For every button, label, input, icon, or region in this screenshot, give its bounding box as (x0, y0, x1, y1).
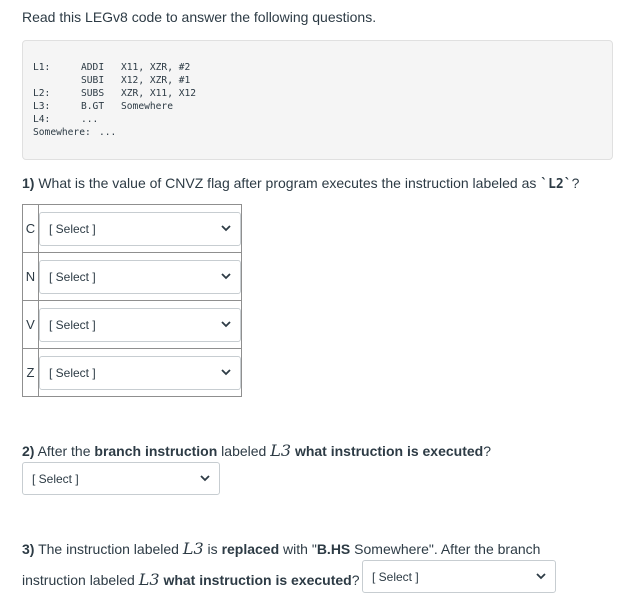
question-text: labeled (217, 443, 271, 459)
flag-select-cell (39, 253, 242, 301)
code-line (33, 126, 196, 139)
code-args: X11, XZR, #2 (121, 62, 191, 73)
code-label (33, 74, 81, 87)
code-op: ADDI (81, 62, 105, 73)
flag-select-cell (39, 301, 242, 349)
code-label: L4: (33, 114, 51, 125)
code-label: L3: (33, 101, 51, 112)
question-1 (22, 175, 579, 192)
code-reference: `L2` (540, 177, 572, 192)
flag-z-select[interactable] (39, 356, 241, 390)
chevron-down-icon (216, 269, 236, 285)
chevron-down-icon (216, 365, 236, 381)
select-value: [ Select ] (49, 317, 96, 332)
flag-n-select[interactable] (39, 260, 241, 294)
flag-c-select[interactable] (39, 212, 241, 246)
question-3 (22, 539, 540, 558)
code-line (33, 113, 196, 126)
q2-select[interactable] (22, 462, 220, 495)
question-number: 2) (22, 443, 35, 459)
flag-row-n (23, 253, 242, 301)
code-label: Somewhere: (33, 127, 91, 138)
code-listing (33, 61, 196, 139)
question-text: instruction labeled (22, 572, 139, 588)
flag-letter: Z (23, 349, 39, 397)
code-args: X12, XZR, #1 (121, 75, 191, 86)
math-label: L3 (182, 539, 204, 558)
select-value: [ Select ] (372, 569, 419, 584)
question-number: 1) (22, 175, 35, 191)
question-text-end: ? (571, 175, 580, 191)
code-line (33, 87, 196, 100)
flag-v-select[interactable] (39, 308, 241, 342)
flag-row-v (23, 301, 242, 349)
flag-letter: N (23, 253, 39, 301)
select-value: [ Select ] (49, 269, 96, 284)
code-op: B.GT (81, 101, 105, 112)
code-op: ... (81, 114, 99, 125)
emphasis-text: replaced (221, 541, 280, 557)
code-args: XZR, X11, X12 (121, 88, 197, 99)
code-block (22, 40, 613, 160)
q3-select[interactable] (362, 560, 556, 593)
code-op: SUBI (81, 75, 105, 86)
question-text: The instruction labeled (38, 541, 183, 557)
question-text: After the (37, 443, 95, 459)
chevron-down-icon (216, 317, 236, 333)
code-label: L1: (33, 62, 51, 73)
flag-select-cell (39, 205, 242, 253)
code-op: ... (99, 127, 117, 138)
flag-row-c (23, 205, 242, 253)
emphasis-text: B.HS (316, 541, 351, 557)
chevron-down-icon (531, 569, 551, 585)
question-text: with " (279, 541, 317, 557)
question-text: ? (483, 443, 491, 459)
select-value: [ Select ] (32, 471, 79, 486)
flags-table (22, 204, 242, 397)
question-3-continued (22, 570, 360, 589)
emphasis-text: branch instruction (94, 443, 218, 459)
question-text: Somewhere". After the branch (350, 541, 541, 557)
math-label: L3 (270, 441, 292, 460)
emphasis-text: what instruction is executed (294, 443, 484, 459)
intro-text: Read this LEGv8 code to answer the following questions. (22, 9, 377, 25)
code-args: Somewhere (121, 101, 173, 112)
question-2 (22, 441, 491, 460)
chevron-down-icon (195, 471, 215, 487)
code-label: L2: (33, 88, 51, 99)
flag-select-cell (39, 349, 242, 397)
code-line (33, 61, 196, 74)
math-label: L3 (138, 570, 160, 589)
flag-letter: V (23, 301, 39, 349)
question-number: 3) (22, 541, 35, 557)
flag-row-z (23, 349, 242, 397)
question-text: What is the value of CNVZ flag after program executes the instruction labeled as (38, 175, 541, 191)
code-line (33, 100, 196, 113)
flag-letter: C (23, 205, 39, 253)
chevron-down-icon (216, 221, 236, 237)
emphasis-text: what instruction is executed (163, 572, 352, 588)
code-line (33, 74, 196, 87)
code-op: SUBS (81, 88, 105, 99)
select-value: [ Select ] (49, 365, 96, 380)
question-text: is (203, 541, 222, 557)
question-text: ? (351, 572, 360, 588)
select-value: [ Select ] (49, 221, 96, 236)
